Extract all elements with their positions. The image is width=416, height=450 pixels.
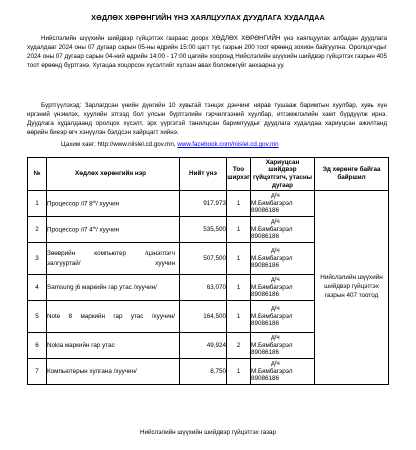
contact-name: М.Бямбагэрэл <box>251 341 293 349</box>
row-item-name <box>47 275 180 301</box>
row-item-name <box>47 301 180 333</box>
table-row <box>28 191 389 217</box>
paragraph-web-address <box>61 140 381 149</box>
row-number: 7 <box>28 359 47 385</box>
item-name-suffix: / хуучин <box>95 226 120 234</box>
contact-name: М.Бямбагэрэл <box>251 367 293 375</box>
row-contact <box>251 333 315 359</box>
row-quantity: 1 <box>227 275 251 301</box>
contact-name: М.Бямбагэрэл <box>251 225 293 233</box>
row-number: 3 <box>28 243 47 275</box>
row-contact <box>251 301 315 333</box>
contact-name: М.Бямбагэрэл <box>251 283 293 291</box>
contact-title: д/ч <box>271 247 280 255</box>
contact-phone: 89086186 <box>251 349 280 357</box>
contact-phone: 89086186 <box>251 207 280 215</box>
contact-phone: 89086186 <box>251 375 280 383</box>
item-name-text: Samsung j6 маркийн гар утас /хуучин/ <box>47 284 157 291</box>
row-price: 535,500 <box>180 217 227 243</box>
row-number: 5 <box>28 301 47 333</box>
row-number: 6 <box>28 333 47 359</box>
web-address-label: Цахим хаяг: http://www.niislel.cd.gov.mn, <box>61 141 176 148</box>
header-item-name: Хөдлөх хөрөнгийн нэр <box>47 158 180 191</box>
contact-title: д/ч <box>271 192 280 200</box>
row-number: 4 <box>28 275 47 301</box>
item-name-text: Nokia маркийн гар утас <box>47 342 115 349</box>
item-name-text: Зөөврийн компьютер /цэнэглэгч залгууртай/ хуучин <box>47 250 175 267</box>
row-item-name <box>47 359 180 385</box>
row-contact <box>251 275 315 301</box>
paragraph-announcement: Нийслэлийн шүүхийн шийдвэр гүйцэтгэх газраас доорх ХӨДЛӨХ ХӨРӨНГИЙН үнэ хаялцуулах албадан дуудлага худалдааг 2024 оны 07 дугаар сарын 05-ны өдрийн 15:00 цагт тус газрын 200 тоот өрөөнд зохион байгуулна. Оролцогчдыг 2024 оны 07 дугаар сарын 04-ний өдрийн 14:00 - 17:00 цагийн хооронд Нийслэлийн шүүхийн шийдвэр гүйцэтгэх газрын 405 тоот өрөөнд бүртгэнэ. Хугацаа хоцорсон хүсэлтийг хүлээн авах боломжгүйг анхаарна уу. <box>27 35 387 70</box>
row-price: 49,924 <box>180 333 227 359</box>
row-item-name <box>47 217 180 243</box>
row-contact <box>251 359 315 385</box>
document-footer: Нийслэлийн шүүхийн шийдвэр гүйцэтгэх газар <box>139 429 277 436</box>
contact-name: М.Бямбагэрэл <box>251 199 293 207</box>
row-quantity: 1 <box>227 359 251 385</box>
item-name-text: Процессор /i7 4 <box>47 226 93 234</box>
row-number: 2 <box>28 217 47 243</box>
row-item-name <box>47 333 180 359</box>
contact-title: д/ч <box>271 218 280 226</box>
row-price: 164,500 <box>180 301 227 333</box>
header-total-price: Нийт үнэ <box>180 158 227 191</box>
item-location: Нийслэлийн шүүхийн шийдвэр гүйцэтгэх газрын 407 тоотод <box>315 191 389 385</box>
paragraph-registration: Бүртгүүлэхэд: Зарлагдсан үнийн дүнгийн 10 хувьтай тэнцэх дэнчинг нярав тушааж баримтын хуулбар, хувь хүн иргэний үнэмлэх, хуулийн этгээд бол улсын бүртгэлийн гэрчилгээний хуулбар, итгэмжлэлийн хамт бүрдүүлж ирнэ. Дуудлага худалдаанд оролцох хүсэлт, эрх үүргэтэй танилцсан баримтуудыг дуудлага худалдаа хариуцсан ажилтанд өөрийн биеэр өгч хэнүүлэн бэлдсэн хайрцагт хийнэ. <box>27 102 387 137</box>
row-item-name <box>47 243 180 275</box>
items-table <box>27 157 389 385</box>
item-name-sup: th <box>92 225 96 231</box>
facebook-link[interactable]: www.facebook.com/niislel.cd.gov.mn <box>177 141 279 148</box>
row-price: 507,500 <box>180 243 227 275</box>
row-item-name <box>47 191 180 217</box>
contact-name: М.Бямбагэрэл <box>251 254 293 262</box>
contact-title: д/ч <box>271 276 280 284</box>
item-name-text: Компьютерын хулгана /хуучин/ <box>47 368 137 375</box>
item-name-text: Процессор /i7 8 <box>47 200 93 208</box>
row-contact <box>251 243 315 275</box>
row-contact <box>251 191 315 217</box>
item-name-sup: th <box>92 199 96 205</box>
contact-phone: 89086186 <box>251 320 280 328</box>
contact-title: д/ч <box>271 334 280 342</box>
row-number: 1 <box>28 191 47 217</box>
document-title: ХӨДЛӨХ ХӨРӨНГИЙН ҮНЭ ХАЯЛЦУУЛАХ ДУУДЛАГА ХУДАЛДАА <box>91 13 325 22</box>
header-location: Эд хөрөнгө байгаа байршил <box>315 158 389 191</box>
row-quantity: 2 <box>227 333 251 359</box>
row-price: 63,070 <box>180 275 227 301</box>
row-quantity: 1 <box>227 191 251 217</box>
contact-title: д/ч <box>271 360 280 368</box>
row-price: 917,973 <box>180 191 227 217</box>
header-contact: Хариуцсан шийдвэр гүйцэтгэгч, утасны дугаар <box>251 158 315 191</box>
row-contact <box>251 217 315 243</box>
header-number: № <box>28 158 47 191</box>
contact-phone: 89086186 <box>251 291 280 299</box>
row-quantity: 1 <box>227 217 251 243</box>
row-price: 8,750 <box>180 359 227 385</box>
row-quantity: 1 <box>227 243 251 275</box>
contact-phone: 89086186 <box>251 233 280 241</box>
contact-name: М.Бямбагэрэл <box>251 312 293 320</box>
header-quantity: Тоо ширхэг <box>227 158 251 191</box>
contact-phone: 89086186 <box>251 262 280 270</box>
item-name-suffix: / хуучин <box>95 200 120 208</box>
item-name-text: Note 8 маркийн гар утас /хуучин/ <box>47 312 175 320</box>
row-quantity: 1 <box>227 301 251 333</box>
contact-title: д/ч <box>271 305 280 313</box>
